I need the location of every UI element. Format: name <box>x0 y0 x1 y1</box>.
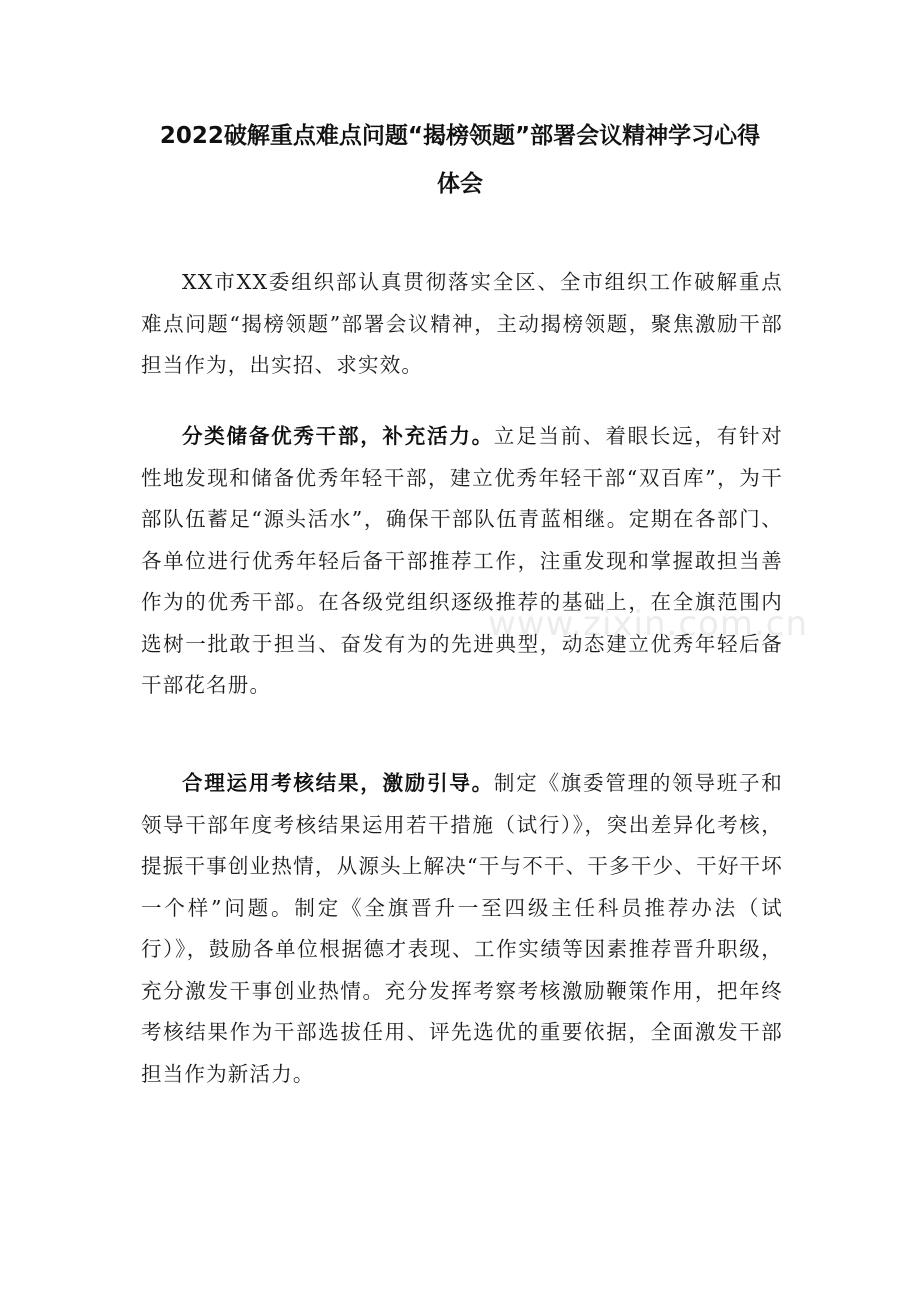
intro-paragraph <box>141 262 783 387</box>
intro-paragraph-text: XX市XX委组织部认真贯彻落实全区、全市组织工作破解重点难点问题“揭榜领题”部署会议精神，主动揭榜领题，聚焦激励干部担当作为，出实招、求实效。 <box>141 270 783 377</box>
section-paragraph-assessment <box>141 763 783 1095</box>
section-paragraph-reserve <box>141 416 783 707</box>
document-title <box>120 112 800 208</box>
section-lead-assessment: 合理运用考核结果，激励引导。 <box>182 771 494 795</box>
section-text-assessment: 制定《旗委管理的领导班子和领导干部年度考核结果运用若干措施（试行）》，突出差异化考核，提振干事创业热情，从源头上解决“干与不干、干多干少、干好干坏一个样”问题。制定《全旗晋升一至四级主任科员推荐办法（试行）》，鼓励各单位根据德才表现、工作实绩等因素推荐晋升职级，充分激发干事创业热情。充分发挥考察考核激励鞭策作用，把年终考核结果作为干部选拔任用、评先选优的重要依据，全面激发干部担当作为新活力。 <box>141 771 783 1086</box>
title-line-2: 体会 <box>437 171 483 197</box>
section-text-reserve: 立足当前、着眼长远，有针对性地发现和储备优秀年轻干部，建立优秀年轻干部“双百库”，为干部队伍蓄足“源头活水”，确保干部队伍青蓝相继。定期在各部门、各单位进行优秀年轻后备干部推荐工作，注重发现和掌握敢担当善作为的优秀干部。在各级党组织逐级推荐的基础上，在全旗范围内选树一批敢于担当、奋发有为的先进典型，动态建立优秀年轻后备干部花名册。 <box>141 424 783 697</box>
title-line-1: 2022破解重点难点问题“揭榜领题”部署会议精神学习心得 <box>159 123 761 149</box>
section-lead-reserve: 分类储备优秀干部，补充活力。 <box>182 424 494 448</box>
watermark: www.zixin.com.cn <box>488 604 808 644</box>
